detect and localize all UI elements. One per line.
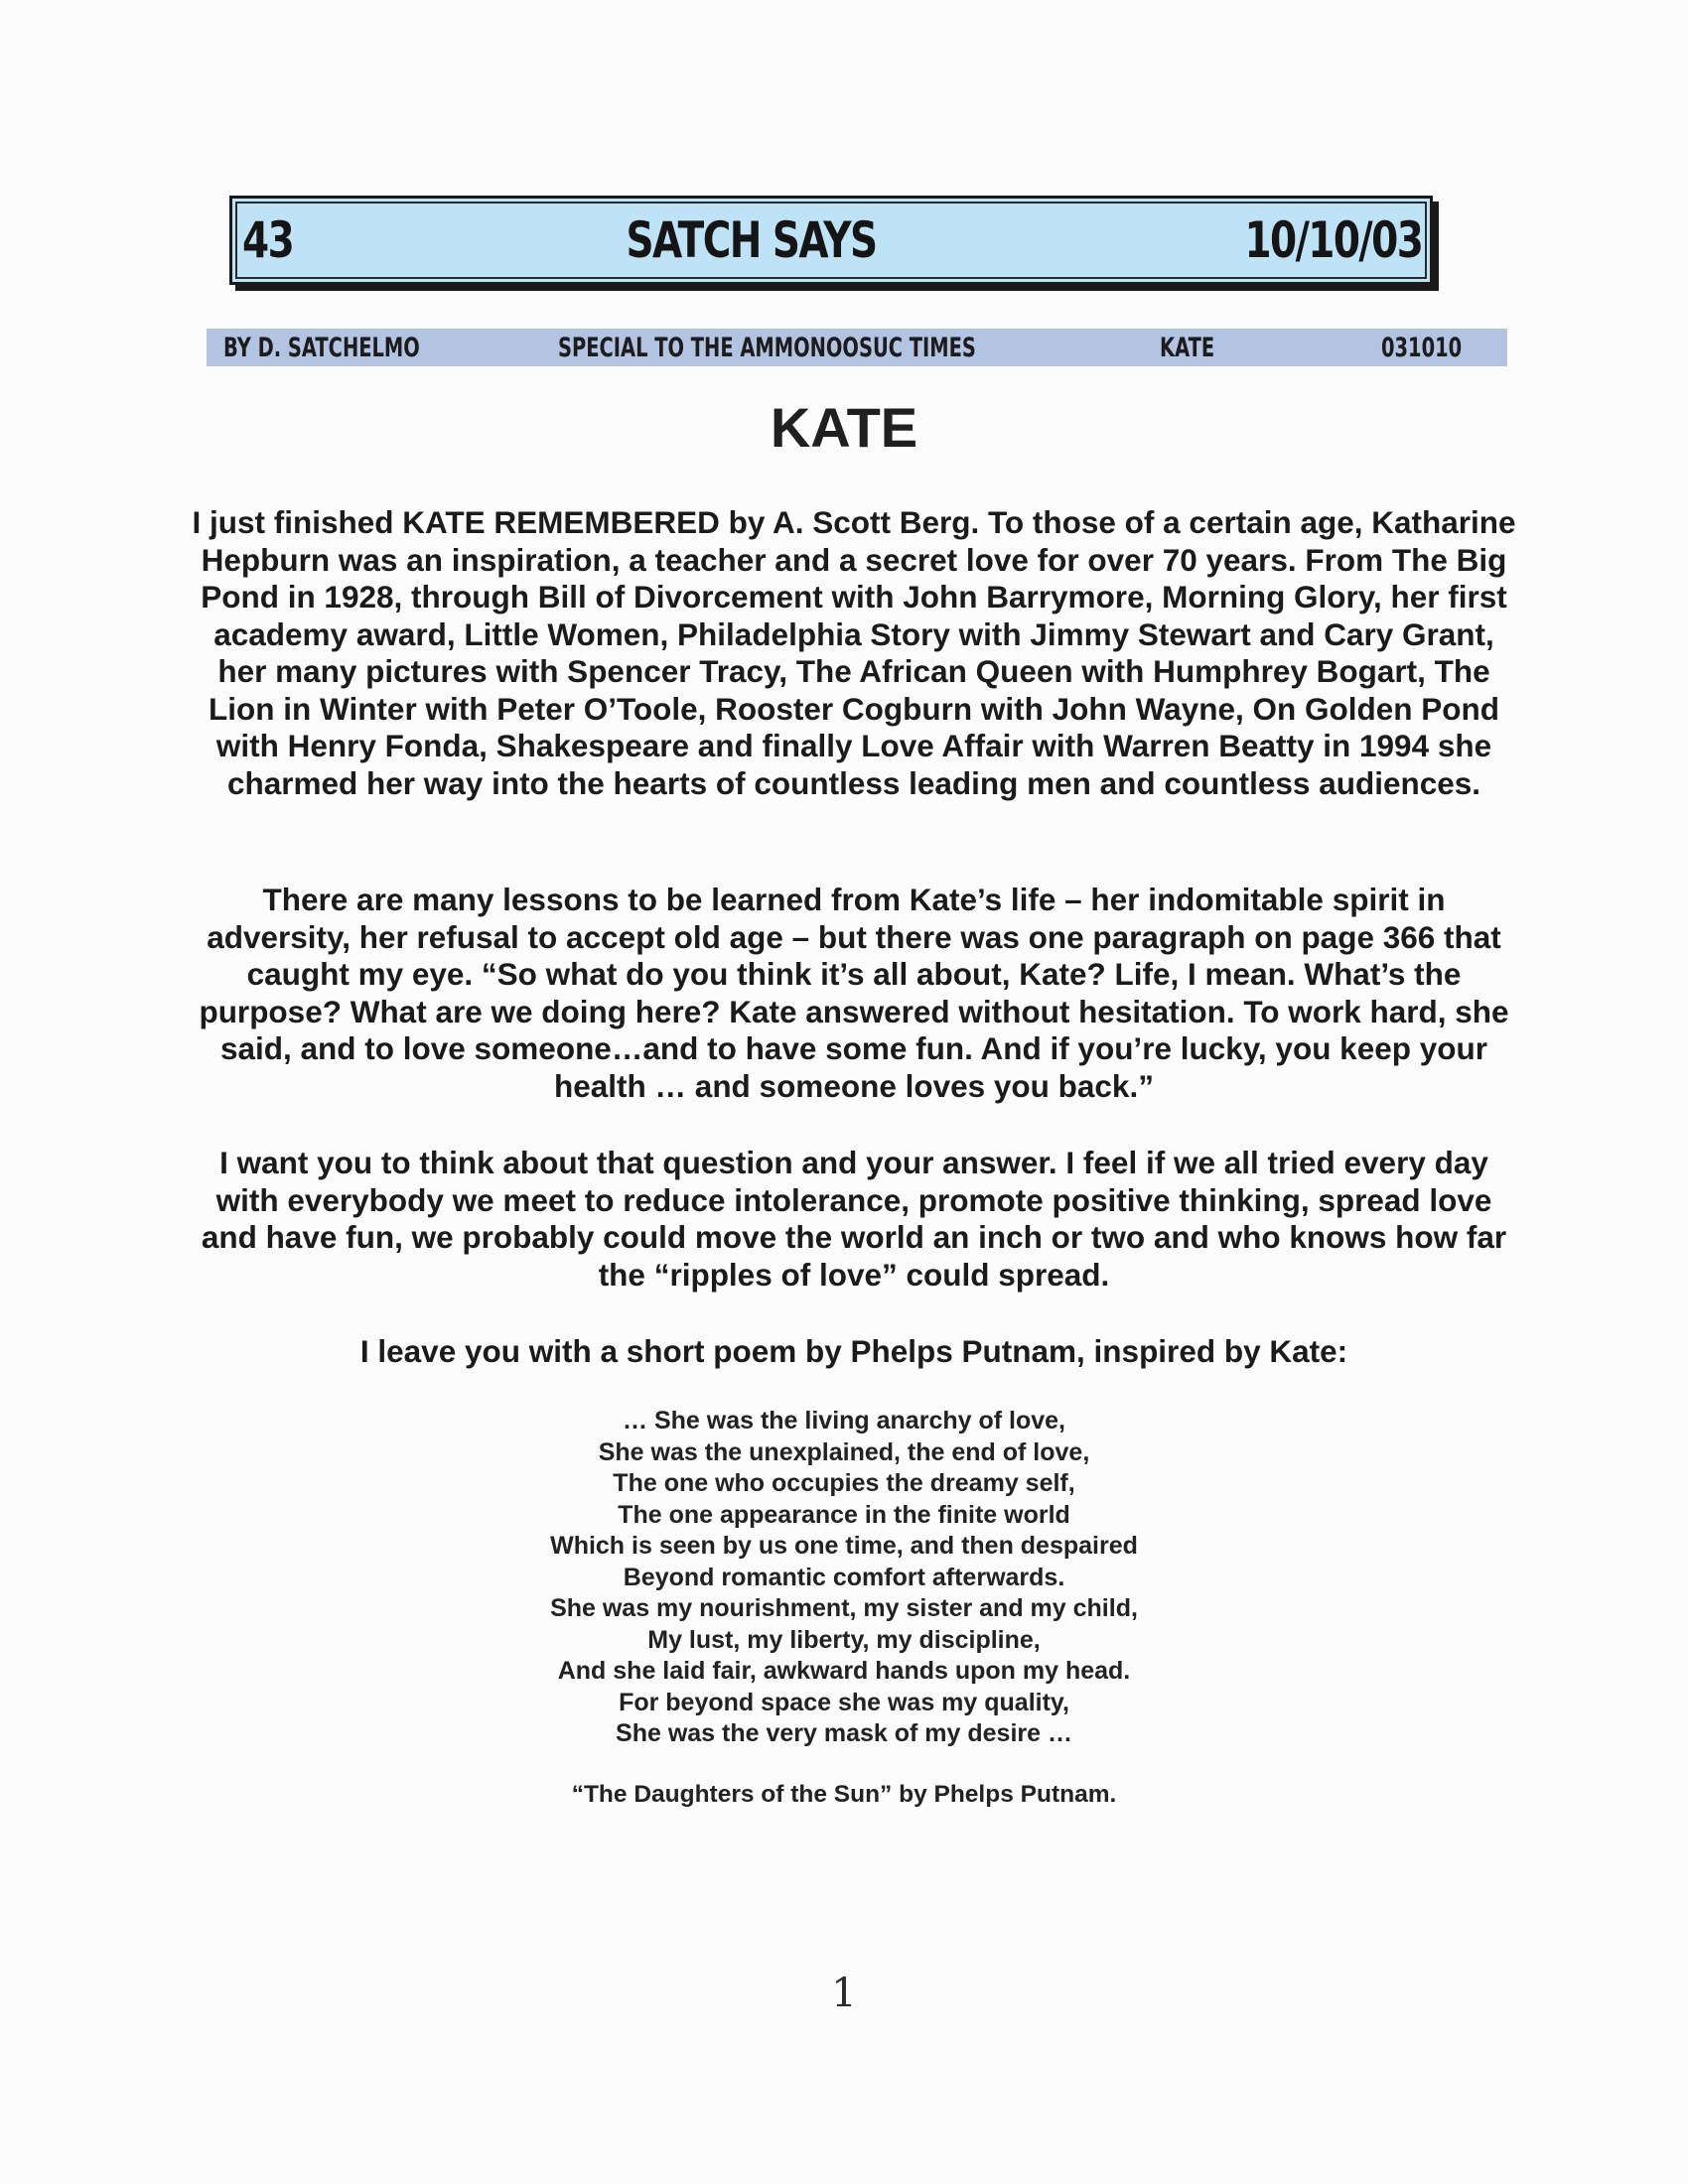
byline-publication: SPECIAL TO THE AMMONOOSUC TIMES <box>558 332 976 363</box>
poem-credit: “The Daughters of the Sun” by Phelps Putnam. <box>571 1781 1117 1808</box>
article-paragraph-1: I just finished KATE REMEMBERED by A. Scott Berg. To those of a certain age, Katharine Hepburn was an inspiration, a teacher and a secret love for over 70 years. From The Big Pond in 1928, through Bill of Divorcement with John Barrymore, Morning Glory, her first academy award, Little Women, Philadelphia Story with Jimmy Stewart and Cary Grant, her many pictures with Spencer Tracy, The African Queen with Humphrey Bogart, The Lion in Winter with Peter O’Toole, Rooster Cogburn with John Wayne, On Golden Pond with Henry Fonda, Shakespeare and finally Love Affair with Warren Beatty in 1994 she charmed her way into the hearts of countless leading men and countless audiences. <box>192 504 1516 801</box>
article-paragraph-3: I want you to think about that question and your answer. I feel if we all tried every day with everybody we meet to reduce intolerance, promote positive thinking, spread love and have fun, we probably could move the world an inch or two and who knows how far the “ripples of love” could spread. <box>201 1145 1507 1293</box>
byline-topic: KATE <box>1160 332 1215 363</box>
article-paragraph-2: There are many lessons to be learned from Kate’s life – her indomitable spirit in adversity, her refusal to accept old age – but there was one paragraph on page 366 that caught my eye. “So what do you think it’s all about, Kate? Life, I mean. What’s the purpose? What are we doing here? Kate answered without hesitation. To work hard, she said, and to love someone…and to have some fun. And if you’re lucky, you keep your health … and someone loves you back.” <box>199 882 1509 1104</box>
masthead-box <box>229 196 1433 285</box>
poem <box>397 1406 1291 1750</box>
article-title: KATE <box>770 396 918 459</box>
column-title: SATCH SAYS <box>626 211 877 269</box>
poem-line: She was the very mask of my desire … <box>616 1719 1072 1747</box>
poem-line: The one appearance in the finite world <box>618 1500 1070 1529</box>
poem-line: My lust, my liberty, my discipline, <box>647 1625 1041 1654</box>
article-paragraph-4: I leave you with a short poem by Phelps Putnam, inspired by Kate: <box>359 1333 1348 1369</box>
column-number: 43 <box>242 211 294 269</box>
poem-line: She was the unexplained, the end of love, <box>598 1437 1090 1466</box>
page-number: 1 <box>831 1971 857 2016</box>
byline-bar <box>207 329 1507 366</box>
byline-author: BY D. SATCHELMO <box>223 332 420 363</box>
poem-line: She was my nourishment, my sister and my child, <box>550 1594 1138 1622</box>
byline-code: 031010 <box>1381 332 1463 363</box>
poem-line: For beyond space she was my quality, <box>619 1688 1069 1716</box>
poem-line: The one who occupies the dreamy self, <box>613 1469 1075 1497</box>
poem-line: Which is seen by us one time, and then despaired <box>550 1532 1138 1560</box>
poem-line: … She was the living anarchy of love, <box>623 1407 1065 1434</box>
column-date: 10/10/03 <box>1244 211 1422 269</box>
poem-line: And she laid fair, awkward hands upon my head. <box>557 1657 1131 1685</box>
poem-line: Beyond romantic comfort afterwards. <box>623 1563 1065 1591</box>
